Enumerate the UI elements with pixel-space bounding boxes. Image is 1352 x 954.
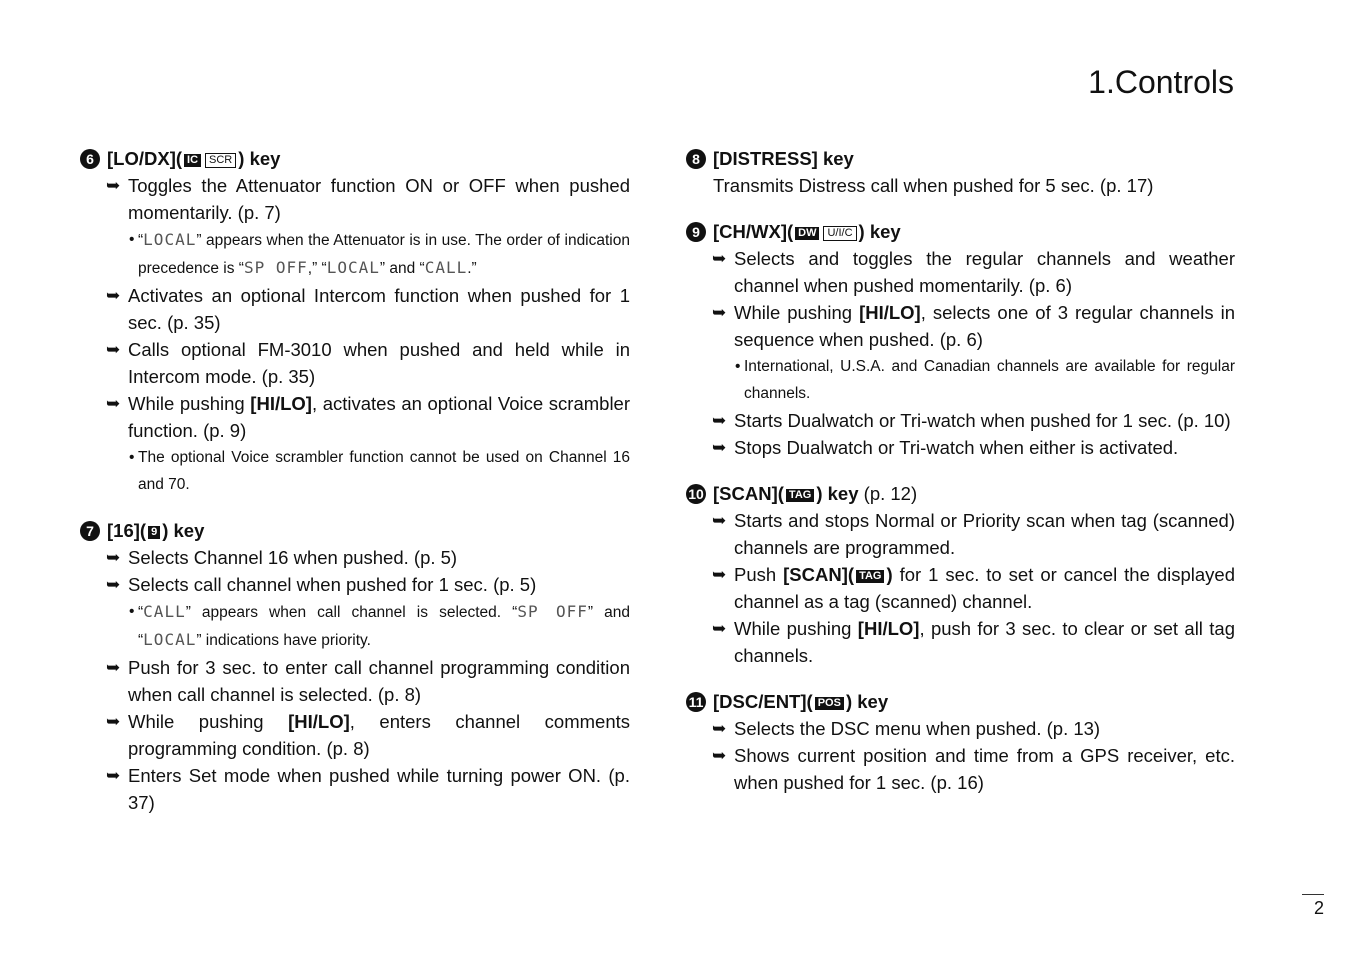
section-heading [686,480,1235,507]
bullet-icon: • [129,231,135,248]
paren-open: ( [786,221,794,242]
arrow-icon: ➥ [106,575,121,594]
key-word: key [857,691,889,712]
hi-lo-key: [HI/LO] [250,393,312,414]
ic-chip-icon: IC [184,154,201,167]
arrow-icon: ➥ [106,340,121,359]
arrow-icon: ➥ [106,394,121,413]
list-item: ➥ Selects the DSC menu when pushed. (p. 13) [686,715,1235,742]
key-label: [LO/DX] [107,148,176,169]
uic-chip-icon: U/I/C [823,226,856,241]
section-16-key [80,517,630,816]
key-label: [SCAN] [713,483,778,504]
note-item: • “LOCAL” appears when the Attenuator is in use. The order of indication precedence is “SP OFF,” “LOCAL” and “CALL.” [80,226,630,282]
lcd-indicator: LOCAL [326,258,380,277]
paren-close: ) [845,691,853,712]
section-number: 8 [686,149,706,169]
key-label: [DSC/ENT] [713,691,807,712]
arrow-icon: ➥ [106,658,121,677]
tag-chip-icon: TAG [786,489,814,502]
list-item: ➥ Toggles the Attenuator function ON or OFF when pushed momentarily. (p. 7) [80,172,630,226]
lcd-indicator: LOCAL [143,630,197,649]
lcd-indicator: LOCAL [143,230,197,249]
section-heading [80,145,630,172]
bullet-icon: • [129,449,135,466]
arrow-icon: ➥ [712,511,727,530]
section-lo-dx-key [80,145,630,498]
key-word: key [869,221,901,242]
list-item: ➥ Activates an optional Intercom function when pushed for 1 sec. (p. 35) [80,282,630,336]
list-item: ➥ Selects Channel 16 when pushed. (p. 5) [80,544,630,571]
left-column [80,145,630,816]
paren-open: ( [806,691,813,712]
list-item: ➥ While pushing [HI/LO], selects one of 3 regular channels in sequence when pushed. (p. 6) [686,299,1235,353]
section-heading [686,688,1235,715]
lcd-indicator: CALL [143,602,186,621]
list-item: ➥ Calls optional FM-3010 when pushed and held while in Intercom mode. (p. 35) [80,336,630,390]
list-item: ➥ Push for 3 sec. to enter call channel programming condition when call channel is selected. (p. 8) [80,654,630,708]
note-item: • The optional Voice scrambler function cannot be used on Channel 16 and 70. [80,444,630,498]
section-heading [686,145,1235,172]
section-ch-wx-key [686,218,1235,461]
key-word: key [822,148,854,169]
chapter-title: 1.Controls [1088,64,1234,100]
arrow-icon: ➥ [106,286,121,305]
arrow-icon: ➥ [712,719,727,738]
pos-chip-icon: POS [815,697,844,710]
note-item: • International, U.S.A. and Canadian channels are available for regular channels. [686,353,1235,407]
list-item: ➥ While pushing [HI/LO], activates an optional Voice scrambler function. (p. 9) [80,390,630,444]
paren-open: ( [777,483,784,504]
nine-chip-icon: 9 [148,526,160,539]
key-word: key [249,148,281,169]
key-word: key [827,483,859,504]
list-item: ➥ Push [SCAN]( TAG ) for 1 sec. to set or cancel the displayed channel as a tag (scanned) channel. [686,561,1235,615]
dw-chip-icon: DW [795,227,819,240]
list-item: ➥ Selects and toggles the regular channels and weather channel when pushed momentarily. (p. 6) [686,245,1235,299]
note-item: • “CALL” appears when call channel is selected. “SP OFF” and “LOCAL” indications have priority. [80,598,630,654]
key-word: key [173,520,205,541]
arrow-icon: ➥ [712,746,727,765]
arrow-icon: ➥ [712,565,727,584]
list-item: ➥ While pushing [HI/LO], enters channel comments programming condition. (p. 8) [80,708,630,762]
lcd-indicator: SP OFF [243,258,308,277]
list-item: ➥ Stops Dualwatch or Tri-watch when either is activated. [686,434,1235,461]
lcd-indicator: SP OFF [517,602,588,621]
key-label: [DISTRESS] [713,148,818,169]
arrow-icon: ➥ [106,712,121,731]
right-column [686,145,1235,796]
key-label: [16] [107,520,140,541]
section-number: 10 [686,484,706,504]
section-text: Transmits Distress call when pushed for 5 sec. (p. 17) [713,175,1154,196]
paren-close: ) [816,483,823,504]
key-label: [CH/WX] [713,221,787,242]
hi-lo-key: [HI/LO] [288,711,350,732]
section-heading [80,517,630,544]
section-heading [686,218,1235,245]
list-item: ➥ Selects call channel when pushed for 1 sec. (p. 5) [80,571,630,598]
tag-chip-icon: TAG [856,570,884,583]
arrow-icon: ➥ [106,766,121,785]
list-item: ➥ Enters Set mode when pushed while turning power ON. (p. 37) [80,762,630,816]
section-dsc-ent-key [686,688,1235,796]
hi-lo-key: [HI/LO] [857,618,920,639]
section-number: 9 [686,222,706,242]
section-scan-key [686,480,1235,669]
arrow-icon: ➥ [712,438,727,457]
scr-chip-icon: SCR [205,153,236,168]
section-number: 11 [686,692,706,712]
arrow-icon: ➥ [106,548,121,567]
scan-key: [SCAN] [783,564,848,585]
arrow-icon: ➥ [106,176,121,195]
arrow-icon: ➥ [712,411,727,430]
paren-open: ( [175,148,183,169]
section-number: 6 [80,149,100,169]
list-item: ➥ Starts and stops Normal or Priority scan when tag (scanned) channels are programmed. [686,507,1235,561]
paren-open: ( [139,520,147,541]
section-distress-key [686,145,1235,199]
list-item: ➥ Shows current position and time from a GPS receiver, etc. when pushed for 1 sec. (p. 16) [686,742,1235,796]
paren-close: ) [858,221,865,242]
list-item: ➥ Starts Dualwatch or Tri-watch when pushed for 1 sec. (p. 10) [686,407,1235,434]
bullet-icon: • [735,358,741,375]
arrow-icon: ➥ [712,619,727,638]
page-number: 2 [1302,894,1324,921]
arrow-icon: ➥ [712,303,727,322]
list-item: ➥ While pushing [HI/LO], push for 3 sec. to clear or set all tag channels. [686,615,1235,669]
arrow-icon: ➥ [712,249,727,268]
page-reference: (p. 12) [863,483,918,504]
section-number: 7 [80,521,100,541]
paren-close: ) [238,148,245,169]
paren-close: ) [162,520,169,541]
bullet-icon: • [129,603,135,620]
hi-lo-key: [HI/LO] [859,302,921,323]
lcd-indicator: CALL [424,258,468,277]
